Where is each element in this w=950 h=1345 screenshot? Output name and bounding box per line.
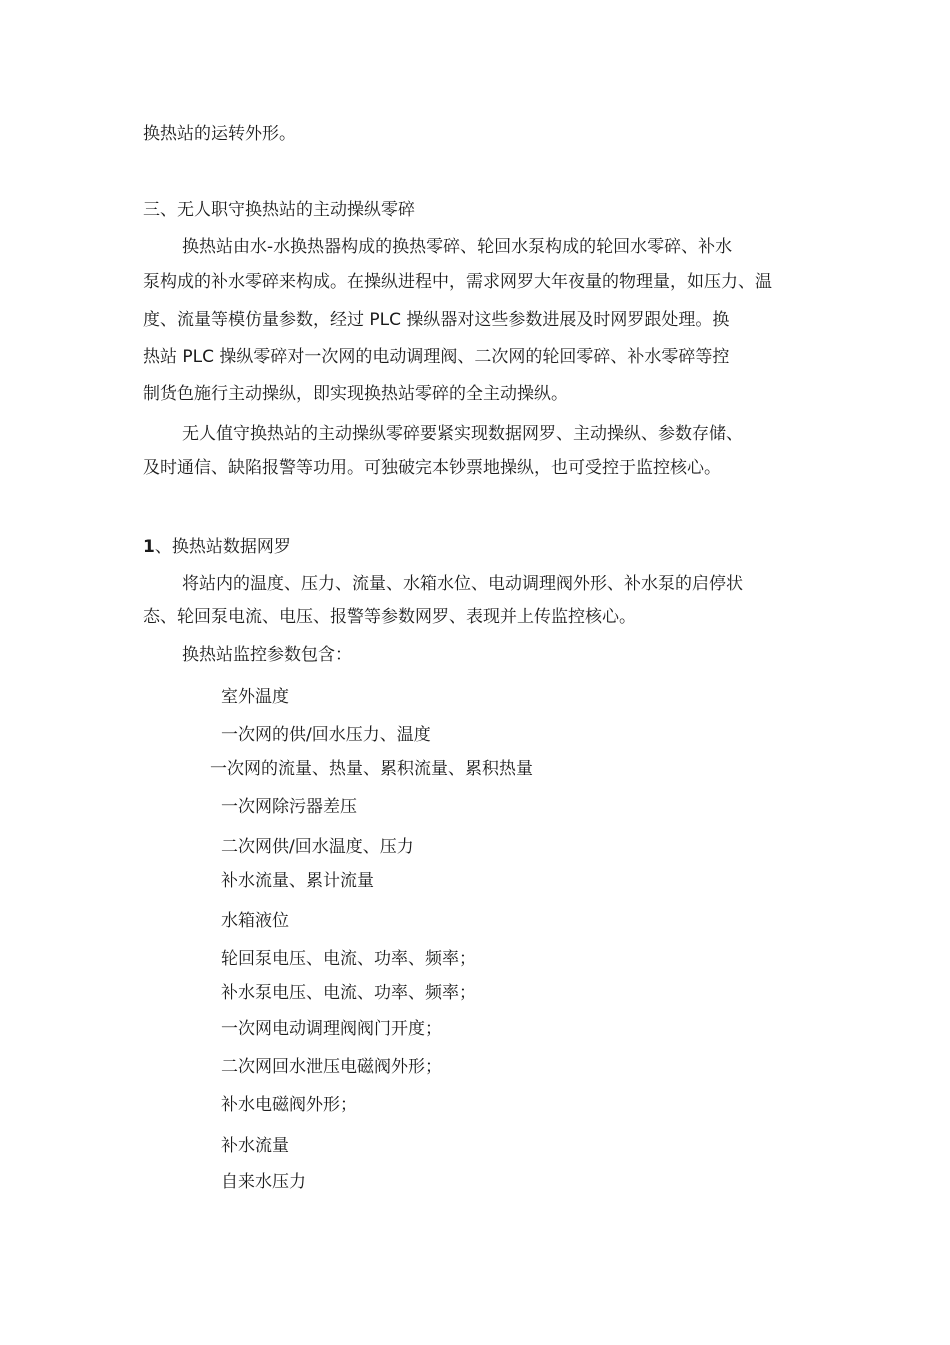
- param-item: 轮回泵电压、电流、功率、频率；: [221, 949, 476, 969]
- param-item: 二次网供/回水温度、压力: [221, 837, 414, 857]
- param-item: 自来水压力: [221, 1172, 306, 1192]
- paragraph-3-line: 将站内的温度、压力、流量、水箱水位、电动调理阀外形、补水泵的启停状: [182, 574, 743, 594]
- intro-tail-text: 换热站的运转外形。: [143, 124, 296, 144]
- paragraph-1-line: 泵构成的补水零碎来构成。在操纵进程中，需求网罗大年夜量的物理量，如压力、温: [143, 272, 772, 292]
- param-item: 一次网除污器差压: [221, 797, 357, 817]
- section-heading: 三、无人职守换热站的主动操纵零碎: [143, 200, 415, 220]
- paragraph-1-line: 度、流量等模仿量参数，经过 PLC 操纵器对这些参数进展及时网罗跟处理。换: [143, 310, 730, 330]
- subsection-number: 1: [143, 537, 155, 557]
- param-item: 补水泵电压、电流、功率、频率；: [221, 983, 476, 1003]
- paragraph-1-line: 制货色施行主动操纵，即实现换热站零碎的全主动操纵。: [143, 384, 568, 404]
- param-item: 二次网回水泄压电磁阀外形；: [221, 1057, 442, 1077]
- subsection-title: 、换热站数据网罗: [154, 537, 291, 557]
- paragraph-2-line: 及时通信、缺陷报警等功用。可独破完本钞票地操纵，也可受控于监控核心。: [143, 458, 721, 478]
- paragraph-1-line: 换热站由水-水换热器构成的换热零碎、轮回水泵构成的轮回水零碎、补水: [182, 237, 733, 257]
- paragraph-2-line: 无人值守换热站的主动操纵零碎要紧实现数据网罗、主动操纵、参数存储、: [182, 424, 743, 444]
- paragraph-1-line: 热站 PLC 操纵零碎对一次网的电动调理阀、二次网的轮回零碎、补水零碎等控: [143, 347, 730, 367]
- subsection-heading: [143, 536, 291, 558]
- param-item: 补水电磁阀外形；: [221, 1095, 357, 1115]
- param-item: 一次网的流量、热量、累积流量、累积热量: [210, 759, 533, 779]
- param-item: 水箱液位: [221, 911, 289, 931]
- param-item: 室外温度: [221, 687, 289, 707]
- params-intro: 换热站监控参数包含：: [182, 645, 352, 665]
- paragraph-3-line: 态、轮回泵电流、电压、报警等参数网罗、表现并上传监控核心。: [143, 607, 636, 627]
- param-item: 补水流量: [221, 1136, 289, 1156]
- param-item: 一次网的供/回水压力、温度: [221, 725, 431, 745]
- param-item: 一次网电动调理阀阀门开度；: [221, 1019, 442, 1039]
- param-item: 补水流量、累计流量: [221, 871, 374, 891]
